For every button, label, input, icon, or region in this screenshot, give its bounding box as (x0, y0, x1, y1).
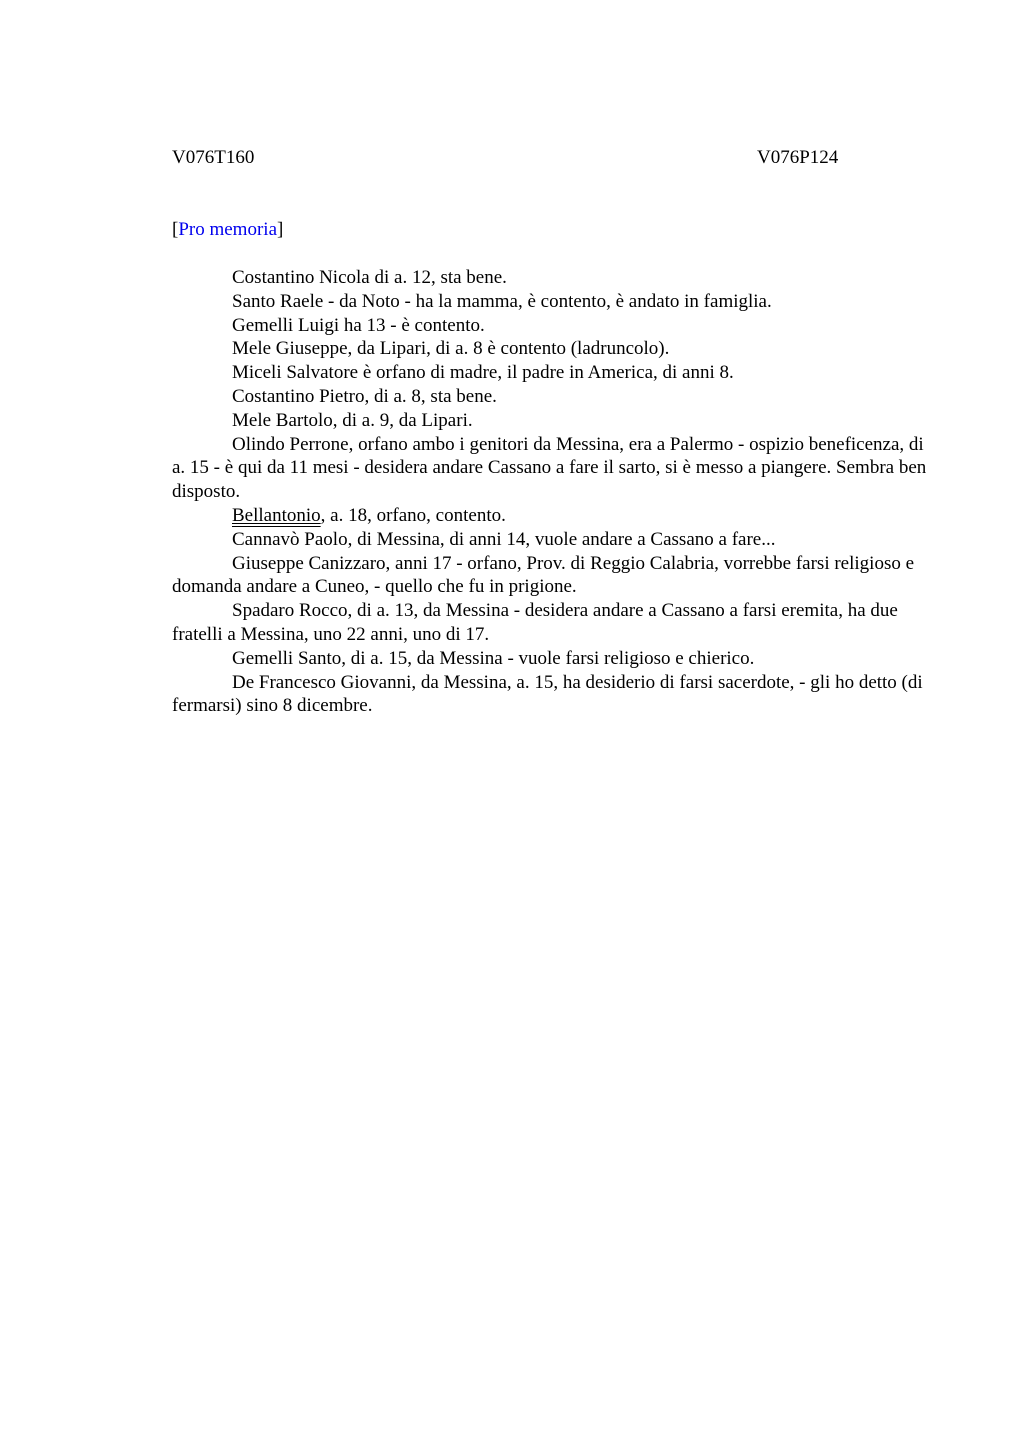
title-close-bracket: ] (277, 219, 284, 240)
memo-paragraph: De Francesco Giovanni, da Messina, a. 15, ha desiderio di farsi sacerdote, - gli ho detto (di fermarsi) sino 8 dicembre. (172, 671, 923, 717)
memo-paragraph: Olindo Perrone, orfano ambo i genitori da Messina, era a Palermo - ospizio beneficenza, di a. 15 - è qui da 11 mesi - desidera andare Cassano a fare il sarto, si è messo a piangere. Sembra ben disposto. (172, 433, 927, 503)
memo-paragraph: Mele Giuseppe, da Lipari, di a. 8 è contento (ladruncolo). (232, 338, 670, 360)
memo-paragraph: Cannavò Paolo, di Messina, di anni 14, vuole andare a Cassano a fare... (232, 528, 776, 550)
section-title (172, 218, 283, 242)
memo-paragraph: Costantino Nicola di a. 12, sta bene. (232, 267, 507, 288)
memo-paragraph: Miceli Salvatore è orfano di madre, il padre in America, di anni 8. (232, 362, 734, 384)
memo-paragraph: Gemelli Santo, di a. 15, da Messina - vuole farsi religioso e chierico. (232, 647, 755, 669)
document-code-left: V076T160 (172, 147, 255, 168)
underlined-name: Bellantonio (232, 504, 321, 526)
memo-paragraph: Mele Bartolo, di a. 9, da Lipari. (232, 409, 473, 431)
title-open-bracket: [ (172, 219, 179, 240)
page-code-right: V076P124 (757, 147, 839, 168)
memo-paragraph: Costantino Pietro, di a. 8, sta bene. (232, 385, 497, 407)
memo-body (172, 266, 932, 718)
memo-paragraph: Gemelli Luigi ha 13 - è contento. (232, 314, 485, 336)
paragraph-rest: , a. 18, orfano, contento. (320, 504, 506, 526)
pro-memoria-link[interactable]: Pro memoria (178, 219, 278, 240)
memo-paragraph (172, 504, 932, 528)
memo-paragraph: Giuseppe Canizzaro, anni 17 - orfano, Prov. di Reggio Calabria, vorrebbe farsi religioso e domanda andare a Cuneo, - quello che fu in prigione. (172, 552, 915, 598)
memo-paragraph: Santo Raele - da Noto - ha la mamma, è contento, è andato in famiglia. (232, 290, 772, 312)
memo-paragraph: Spadaro Rocco, di a. 13, da Messina - desidera andare a Cassano a farsi eremita, ha due fratelli a Messina, uno 22 anni, uno di 17. (172, 600, 898, 645)
